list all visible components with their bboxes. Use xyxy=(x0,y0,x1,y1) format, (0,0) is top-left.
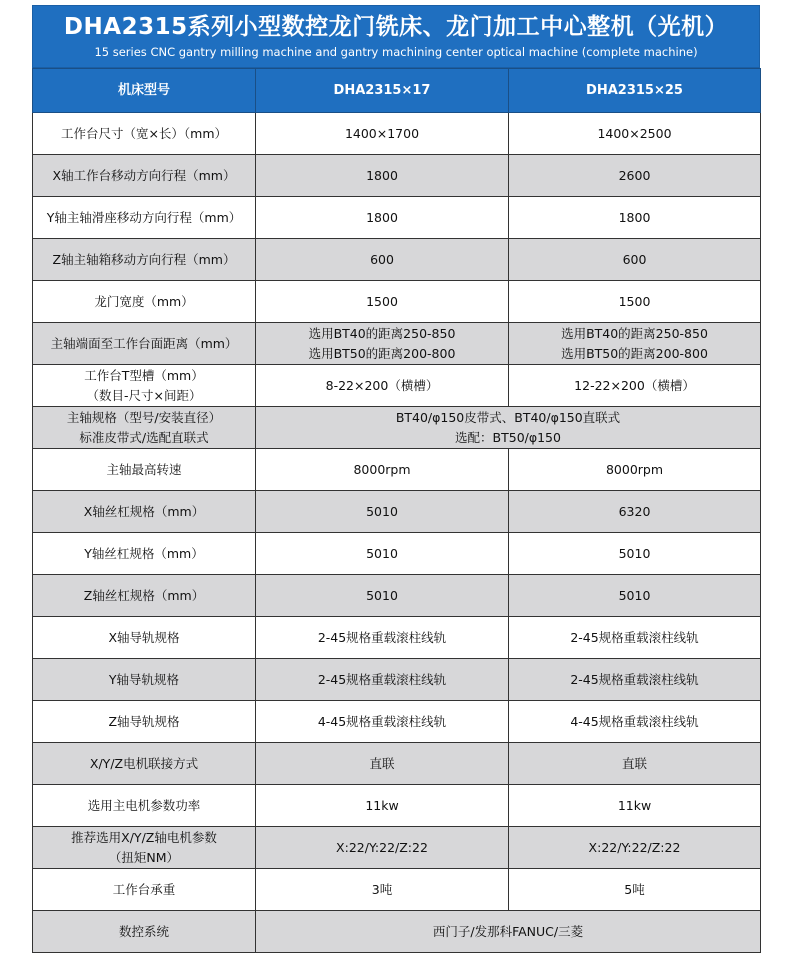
spec-table-body xyxy=(33,113,761,953)
spec-value-25-line: 6320 xyxy=(618,503,651,519)
table-row xyxy=(33,701,761,743)
spec-value-17-line: 1800 xyxy=(366,209,398,225)
spec-label-line: Y轴导轨规格 xyxy=(108,671,180,687)
spec-value-17 xyxy=(256,659,509,701)
spec-label xyxy=(33,743,256,785)
spec-label-line: X/Y/Z电机联接方式 xyxy=(89,755,199,771)
spec-value-17-line: 5010 xyxy=(366,503,398,519)
spec-label-line: 工作台承重 xyxy=(112,881,176,897)
spec-label xyxy=(33,701,256,743)
spec-value-17-line: 5010 xyxy=(366,545,398,561)
spec-value-25-line: 选用BT50的距离200-800 xyxy=(561,345,708,361)
spec-label-line: 工作台T型槽（mm） xyxy=(84,367,204,383)
spec-label xyxy=(33,281,256,323)
spec-label-line: 龙门宽度（mm） xyxy=(94,293,194,309)
spec-value-17-line: 3吨 xyxy=(371,881,393,897)
spec-label-line: （扭矩NM） xyxy=(108,849,180,865)
spec-value-merged xyxy=(256,407,761,449)
spec-value-25-line: 1400×2500 xyxy=(597,125,672,141)
spec-label-line: X轴丝杠规格（mm） xyxy=(83,503,205,519)
spec-value-17 xyxy=(256,533,509,575)
spec-value-17 xyxy=(256,743,509,785)
spec-value-17-line: 2-45规格重载滚柱线轨 xyxy=(317,671,447,687)
spec-label-line: X轴工作台移动方向行程（mm） xyxy=(52,167,236,183)
spec-label xyxy=(33,365,256,407)
header-model: 机床型号 xyxy=(33,69,256,113)
table-row xyxy=(33,365,761,407)
spec-sheet xyxy=(32,5,760,953)
spec-value-merged-line: 西门子/发那科FANUC/三菱 xyxy=(432,923,584,939)
page-subtitle: 15 series CNC gantry milling machine and gantry machining center optical machine (complete machine) xyxy=(94,45,698,59)
table-row xyxy=(33,323,761,365)
spec-label xyxy=(33,113,256,155)
spec-value-25 xyxy=(509,491,761,533)
spec-label xyxy=(33,617,256,659)
spec-value-25 xyxy=(509,239,761,281)
spec-value-17 xyxy=(256,239,509,281)
spec-value-17 xyxy=(256,449,509,491)
spec-value-17 xyxy=(256,617,509,659)
spec-label xyxy=(33,239,256,281)
spec-value-25 xyxy=(509,113,761,155)
spec-value-25 xyxy=(509,533,761,575)
spec-value-17-line: 2-45规格重载滚柱线轨 xyxy=(317,629,447,645)
spec-value-17 xyxy=(256,869,509,911)
spec-label-line: 选用主电机参数功率 xyxy=(87,797,201,813)
table-row xyxy=(33,617,761,659)
spec-value-25-line: 2-45规格重载滚柱线轨 xyxy=(570,671,699,687)
spec-value-25 xyxy=(509,827,761,869)
spec-value-17-line: 1800 xyxy=(366,167,398,183)
spec-value-17 xyxy=(256,701,509,743)
title-banner xyxy=(32,5,760,68)
spec-value-17 xyxy=(256,365,509,407)
spec-label xyxy=(33,533,256,575)
spec-label-line: Z轴丝杠规格（mm） xyxy=(83,587,205,603)
spec-label-line: 推荐选用X/Y/Z轴电机参数 xyxy=(71,829,217,845)
spec-value-25 xyxy=(509,281,761,323)
table-row xyxy=(33,743,761,785)
spec-value-17-line: 选用BT50的距离200-800 xyxy=(308,345,456,361)
spec-value-17-line: 直联 xyxy=(369,755,395,771)
table-row xyxy=(33,281,761,323)
spec-value-25-line: 直联 xyxy=(621,755,647,771)
spec-value-17 xyxy=(256,827,509,869)
table-row xyxy=(33,155,761,197)
spec-value-25 xyxy=(509,323,761,365)
spec-value-25-line: 11kw xyxy=(617,797,652,813)
spec-value-17-line: 11kw xyxy=(365,797,399,813)
header-model-25: DHA2315×25 xyxy=(509,69,761,113)
table-row xyxy=(33,197,761,239)
table-row xyxy=(33,533,761,575)
spec-label xyxy=(33,659,256,701)
page-title: DHA2315系列小型数控龙门铣床、龙门加工中心整机（光机） xyxy=(63,14,729,40)
spec-value-25-line: 5010 xyxy=(618,587,651,603)
spec-value-25-line: 1500 xyxy=(618,293,651,309)
spec-value-17 xyxy=(256,575,509,617)
spec-value-25 xyxy=(509,155,761,197)
spec-value-25 xyxy=(509,575,761,617)
spec-value-17 xyxy=(256,491,509,533)
spec-value-25-line: X:22/Y:22/Z:22 xyxy=(588,839,681,855)
spec-value-25 xyxy=(509,659,761,701)
spec-value-25 xyxy=(509,701,761,743)
spec-label xyxy=(33,449,256,491)
spec-value-25-line: 8000rpm xyxy=(605,461,664,477)
spec-value-25-line: 5010 xyxy=(618,545,651,561)
spec-value-17 xyxy=(256,323,509,365)
spec-value-17-line: 选用BT40的距离250-850 xyxy=(308,325,456,341)
spec-label-line: 工作台尺寸（宽×长）（mm） xyxy=(60,125,228,141)
table-row xyxy=(33,491,761,533)
spec-value-25-line: 1800 xyxy=(618,209,651,225)
spec-label xyxy=(33,785,256,827)
spec-label-line: 主轴最高转速 xyxy=(106,461,182,477)
spec-value-17-line: X:22/Y:22/Z:22 xyxy=(336,839,428,855)
spec-label-line: Z轴导轨规格 xyxy=(108,713,180,729)
spec-value-25 xyxy=(509,449,761,491)
spec-value-25 xyxy=(509,617,761,659)
spec-label-line: Y轴主轴滑座移动方向行程（mm） xyxy=(46,209,242,225)
spec-value-25-line: 2-45规格重载滚柱线轨 xyxy=(570,629,699,645)
spec-value-25 xyxy=(509,869,761,911)
spec-value-17-line: 1400×1700 xyxy=(344,125,420,141)
spec-label xyxy=(33,911,256,953)
spec-table xyxy=(32,68,761,953)
table-row xyxy=(33,575,761,617)
spec-value-merged-line: BT40/φ150皮带式、BT40/φ150直联式 xyxy=(395,409,621,425)
table-row xyxy=(33,659,761,701)
spec-label xyxy=(33,827,256,869)
spec-label xyxy=(33,869,256,911)
spec-value-merged xyxy=(256,911,761,953)
table-row xyxy=(33,911,761,953)
spec-value-17 xyxy=(256,113,509,155)
spec-value-17 xyxy=(256,281,509,323)
spec-value-17-line: 600 xyxy=(370,251,394,267)
spec-label-line: Z轴主轴箱移动方向行程（mm） xyxy=(52,251,236,267)
table-row xyxy=(33,785,761,827)
spec-value-25-line: 4-45规格重载滚柱线轨 xyxy=(570,713,699,729)
spec-label-line: Y轴丝杠规格（mm） xyxy=(84,545,204,561)
spec-value-25-line: 选用BT40的距离250-850 xyxy=(561,325,708,341)
spec-value-25-line: 600 xyxy=(622,251,647,267)
spec-label xyxy=(33,491,256,533)
spec-value-merged-line: 选配：BT50/φ150 xyxy=(455,429,561,445)
spec-value-17 xyxy=(256,155,509,197)
spec-label xyxy=(33,197,256,239)
spec-value-17-line: 1500 xyxy=(366,293,398,309)
spec-label-line: 主轴规格（型号/安装直径） xyxy=(66,409,222,425)
spec-value-17 xyxy=(256,197,509,239)
spec-value-17-line: 4-45规格重载滚柱线轨 xyxy=(317,713,447,729)
spec-label xyxy=(33,323,256,365)
spec-label-line: 数控系统 xyxy=(118,923,169,939)
spec-value-25-line: 12-22×200（横槽） xyxy=(574,377,695,393)
spec-value-25-line: 2600 xyxy=(618,167,651,183)
spec-label-line: 主轴端面至工作台面距离（mm） xyxy=(50,335,238,351)
spec-label xyxy=(33,407,256,449)
spec-value-17-line: 5010 xyxy=(366,587,398,603)
spec-value-17-line: 8-22×200（横槽） xyxy=(325,377,439,393)
spec-value-25 xyxy=(509,743,761,785)
spec-label-line: （数目-尺寸×间距） xyxy=(86,387,202,403)
spec-value-25 xyxy=(509,197,761,239)
table-row xyxy=(33,113,761,155)
spec-label xyxy=(33,575,256,617)
table-row xyxy=(33,449,761,491)
spec-value-25 xyxy=(509,365,761,407)
table-row xyxy=(33,827,761,869)
spec-label xyxy=(33,155,256,197)
spec-value-25-line: 5吨 xyxy=(624,881,645,897)
table-row xyxy=(33,869,761,911)
table-row xyxy=(33,239,761,281)
spec-label-line: 标准皮带式/选配直联式 xyxy=(79,429,209,445)
spec-value-17 xyxy=(256,785,509,827)
spec-value-25 xyxy=(509,785,761,827)
table-row xyxy=(33,407,761,449)
table-header-row xyxy=(33,69,761,113)
header-model-17: DHA2315×17 xyxy=(256,69,509,113)
spec-value-17-line: 8000rpm xyxy=(353,461,411,477)
spec-label-line: X轴导轨规格 xyxy=(108,629,180,645)
